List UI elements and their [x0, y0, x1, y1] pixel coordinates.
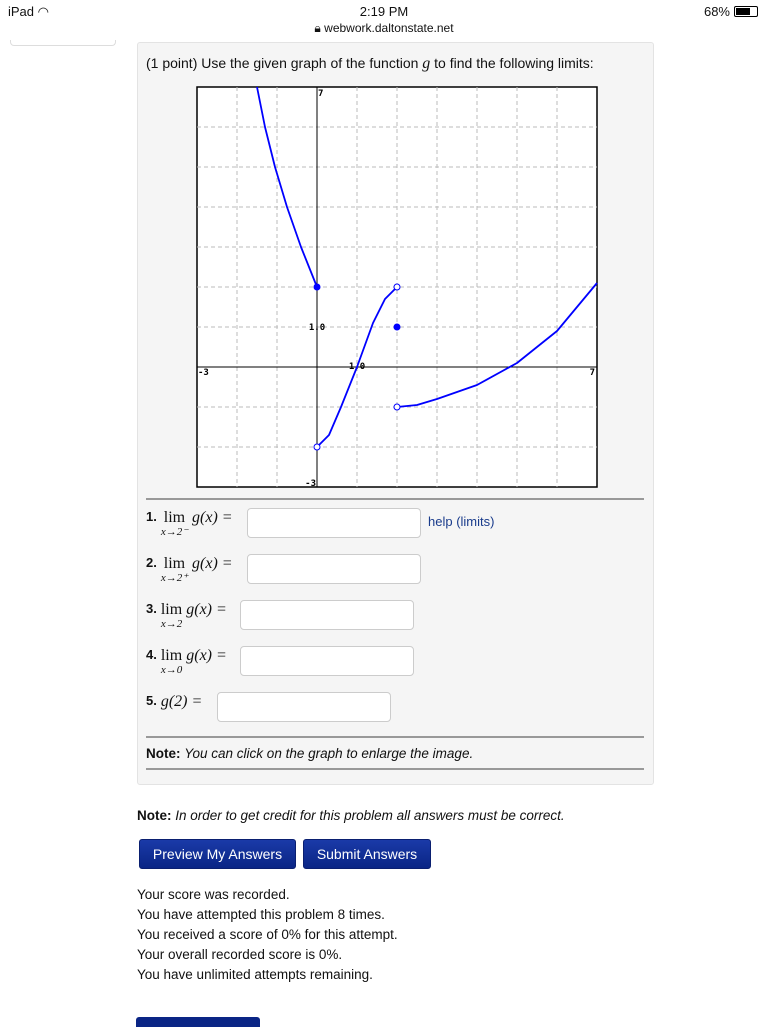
graph-note: [146, 746, 473, 761]
note-label: Note:: [146, 746, 181, 761]
lock-icon: 🔒︎: [314, 21, 321, 35]
limit: [161, 647, 182, 676]
question-4: [146, 647, 227, 676]
question-number: 2.: [146, 555, 157, 570]
device-name: iPad: [8, 4, 35, 19]
limit-subscript: x→2⁺: [160, 572, 189, 584]
axis-label-ymin: -3: [305, 479, 316, 488]
expression: g(x) =: [192, 555, 233, 572]
axis-label-xmax: 7: [589, 368, 595, 378]
axis-label-x1: 1.0: [348, 362, 366, 372]
lim-word: lim: [160, 647, 183, 664]
filled-point: [314, 284, 320, 290]
credit-note: [137, 808, 565, 823]
open-point: [394, 404, 400, 410]
limit-subscript: x→2: [160, 618, 183, 630]
expression: g(x) =: [192, 509, 233, 526]
answer-input-5[interactable]: [217, 692, 391, 722]
note-text: In order to get credit for this problem all answers must be correct.: [175, 808, 565, 823]
score-message: You have unlimited attempts remaining.: [137, 967, 373, 982]
answer-input-3[interactable]: [240, 600, 414, 630]
open-point: [314, 444, 320, 450]
intro-var: g: [422, 55, 431, 72]
help-limits-link[interactable]: help (limits): [428, 514, 495, 529]
question-1: [146, 509, 233, 538]
question-number: 1.: [146, 509, 157, 524]
score-message: You have attempted this problem 8 times.: [137, 907, 385, 922]
math-expression: [161, 693, 202, 711]
math-expression: [161, 509, 233, 538]
function-graph[interactable]: [196, 86, 598, 488]
note-label: Note:: [137, 808, 172, 823]
status-bar: [0, 0, 768, 40]
open-point: [394, 284, 400, 290]
answer-input-4[interactable]: [240, 646, 414, 676]
math-expression: [161, 647, 227, 676]
question-2: [146, 555, 233, 584]
filled-point: [394, 324, 400, 330]
question-number: 5.: [146, 693, 157, 708]
note-text: You can click on the graph to enlarge the image.: [184, 746, 474, 761]
divider: [146, 736, 644, 738]
preview-answers-button[interactable]: Preview My Answers: [139, 839, 296, 869]
url-bar[interactable]: [0, 21, 768, 36]
tab-stub: [10, 40, 116, 46]
intro-text-end: to find the following limits:: [430, 55, 594, 71]
axis-label-y1: 1.0: [308, 323, 326, 333]
intro-text: (1 point) Use the given graph of the function: [146, 55, 423, 71]
url-text: webwork.daltonstate.net: [324, 21, 454, 35]
problem-intro: [146, 55, 594, 73]
lim-word: lim: [163, 509, 186, 526]
score-message: Your score was recorded.: [137, 887, 290, 902]
axis-label-xmin: -3: [198, 368, 209, 378]
limit-subscript: x→0: [160, 664, 183, 676]
limit: [161, 555, 188, 584]
answer-input-1[interactable]: [247, 508, 421, 538]
limit: [161, 509, 188, 538]
lim-word: lim: [160, 601, 183, 618]
problem-panel: [137, 42, 654, 785]
expression: g(x) =: [186, 601, 227, 618]
answer-input-2[interactable]: [247, 554, 421, 584]
limit: [161, 601, 182, 630]
divider: [146, 498, 644, 500]
axis-label-ymax: 7: [318, 89, 324, 99]
partial-button[interactable]: [136, 1017, 260, 1027]
battery-icon: [734, 6, 758, 17]
expression: g(2) =: [160, 693, 203, 710]
question-number: 4.: [146, 647, 157, 662]
math-expression: [161, 601, 227, 630]
score-message: You received a score of 0% for this attempt.: [137, 927, 398, 942]
submit-answers-button[interactable]: Submit Answers: [303, 839, 431, 869]
clock: 2:19 PM: [359, 4, 409, 19]
expression: g(x) =: [186, 647, 227, 664]
score-messages: [137, 885, 398, 985]
score-message: Your overall recorded score is 0%.: [137, 947, 343, 962]
lim-word: lim: [163, 555, 186, 572]
wifi-icon: ◠: [37, 4, 49, 19]
question-3: [146, 601, 227, 630]
limit-subscript: x→2⁻: [160, 526, 189, 538]
math-expression: [161, 555, 233, 584]
divider: [146, 768, 644, 770]
question-5: [146, 693, 202, 711]
question-number: 3.: [146, 601, 157, 616]
battery-percent: 68%: [703, 4, 730, 19]
